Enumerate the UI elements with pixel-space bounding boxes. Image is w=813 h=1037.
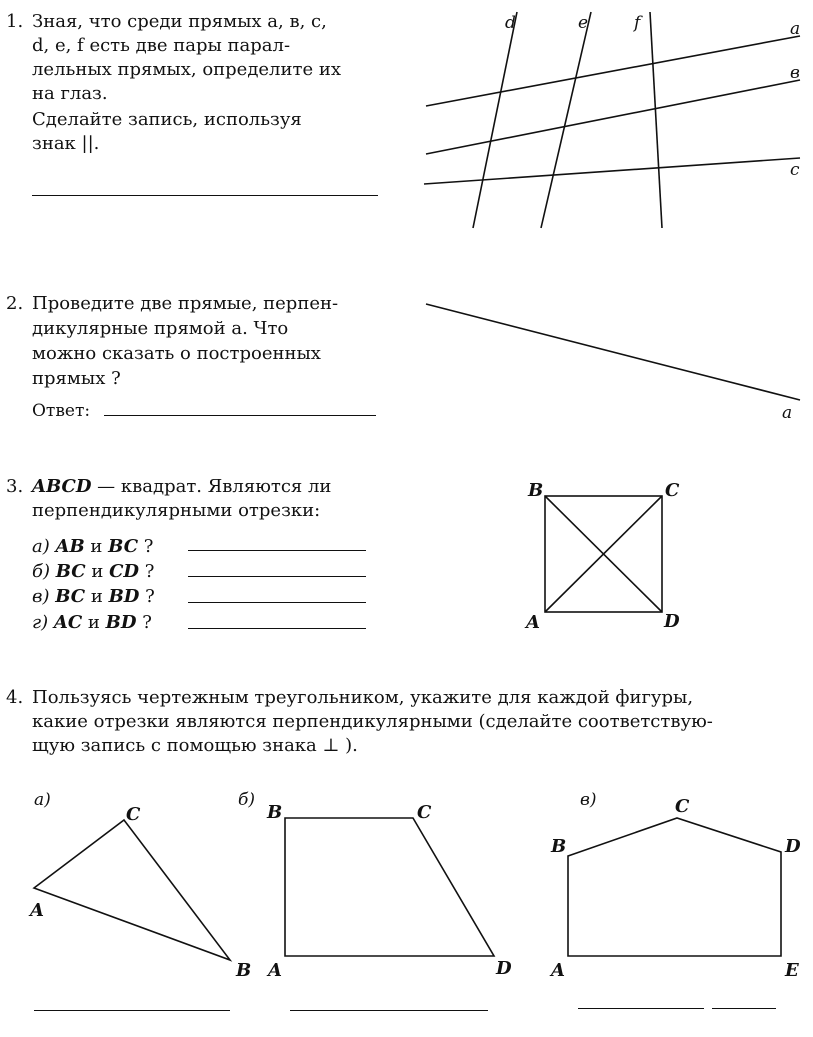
task3-title-bold: ABCD — [32, 476, 92, 497]
item-b-q: ? — [144, 561, 155, 582]
item-a-q: ? — [143, 536, 154, 557]
task4-text-line1: Пользуясь чертежным треугольником, укажите для каждой фигуры, — [32, 687, 694, 708]
fig-a-label-B: B — [236, 960, 252, 981]
task4-number: 4. — [6, 687, 24, 708]
item-c-marker: в) — [32, 586, 50, 607]
line-a — [426, 36, 800, 106]
label-e: e — [578, 13, 589, 33]
task2-label-a: a — [782, 403, 793, 423]
item-a-marker: а) — [32, 536, 50, 557]
task3-item-a — [32, 535, 153, 558]
fig-b-label-B: B — [267, 802, 283, 823]
item-a-conj: и — [90, 536, 103, 557]
fig-c-label-B: B — [551, 836, 567, 857]
task3-title — [32, 475, 331, 498]
item-d-conj: и — [87, 612, 100, 633]
task1-text-line1: Зная, что среди прямых а, в, с, — [32, 11, 327, 32]
task4-text-line2: какие отрезки являются перпендикулярными (сделайте соответствую- — [32, 711, 713, 732]
fig-c-marker: в) — [580, 790, 597, 810]
task3-number: 3. — [6, 476, 24, 497]
fig-c-pentagon — [568, 818, 781, 956]
line-d — [473, 12, 517, 228]
task2-line-a — [426, 304, 800, 400]
item-c-seg1: BC — [55, 586, 86, 607]
fig-b-marker: б) — [238, 790, 256, 810]
label-b: в — [790, 63, 800, 83]
fig-c-answer-line-2[interactable] — [712, 1008, 776, 1009]
task2-answer-line[interactable] — [104, 415, 376, 416]
item-a-seg1: AB — [55, 536, 85, 557]
task3-answer-line-b[interactable] — [188, 576, 366, 577]
task2-text-line2: дикулярные прямой а. Что — [32, 318, 289, 339]
task1-text-line4: на глаз. — [32, 83, 108, 104]
task1-lines-figure — [424, 12, 800, 228]
fig-b-label-A: A — [268, 960, 282, 981]
task2-text-line4: прямых ? — [32, 368, 121, 389]
line-f — [650, 12, 662, 228]
item-c-q: ? — [145, 586, 155, 607]
item-b-conj: и — [91, 561, 104, 582]
task4-text-line3: щую запись с помощью знака ⊥ ). — [32, 735, 358, 756]
item-a-seg2: BC — [108, 536, 139, 557]
line-c — [424, 158, 800, 184]
item-c-seg2: BD — [108, 586, 140, 607]
task3-item-b — [32, 560, 154, 583]
item-b-seg1: BC — [55, 561, 86, 582]
label-d: d — [505, 13, 516, 33]
task3-answer-line-d[interactable] — [188, 628, 366, 629]
line-b — [426, 80, 800, 154]
square-label-B: B — [528, 480, 544, 501]
fig-b-answer-line[interactable] — [290, 1010, 488, 1011]
fig-a-answer-line[interactable] — [34, 1010, 230, 1011]
item-c-conj: и — [90, 586, 103, 607]
item-d-seg2: BD — [105, 612, 137, 633]
task2-answer-label: Ответ: — [32, 401, 91, 421]
task2-text-line1: Проведите две прямые, перпен- — [32, 293, 339, 314]
label-c: c — [790, 160, 800, 180]
task3-answer-line-c[interactable] — [188, 602, 366, 603]
item-d-seg1: AC — [53, 612, 83, 633]
task3-item-d — [32, 611, 152, 634]
task3-square — [545, 496, 662, 612]
square-label-A: A — [526, 612, 540, 633]
fig-b-label-C: C — [417, 802, 432, 823]
square-label-C: C — [665, 480, 680, 501]
fig-b-trapezoid — [285, 818, 494, 956]
fig-a-label-C: C — [126, 804, 141, 825]
line-e — [541, 12, 591, 228]
fig-c-label-A: A — [551, 960, 565, 981]
task3-line2: перпендикулярными отрезки: — [32, 500, 321, 521]
task1-number: 1. — [6, 11, 24, 32]
fig-c-answer-line-1[interactable] — [578, 1008, 704, 1009]
task1-text-line3: лельных прямых, определите их — [32, 59, 341, 80]
label-f: f — [634, 13, 641, 33]
square-label-D: D — [664, 611, 680, 632]
item-d-q: ? — [142, 612, 152, 633]
item-b-marker: б) — [32, 561, 51, 582]
fig-c-label-D: D — [785, 836, 801, 857]
task3-answer-line-a[interactable] — [188, 550, 366, 551]
fig-c-label-C: C — [675, 796, 690, 817]
label-a: a — [790, 19, 801, 39]
task3-item-c — [32, 585, 155, 608]
task2-text-line3: можно сказать о построенных — [32, 343, 321, 364]
item-b-seg2: CD — [109, 561, 140, 582]
fig-b-label-D: D — [496, 958, 512, 979]
item-d-marker: г) — [32, 612, 49, 633]
fig-a-label-A: A — [30, 900, 44, 921]
task1-text-line6: знак ||. — [32, 133, 100, 154]
task2-number: 2. — [6, 293, 24, 314]
task1-text-line5: Сделайте запись, используя — [32, 109, 302, 130]
fig-a-marker: а) — [34, 790, 51, 810]
task3-title-rest: — квадрат. Являются ли — [91, 476, 332, 497]
task1-text-line2: d, e, f есть две пары парал- — [32, 35, 291, 56]
fig-a-triangle — [34, 820, 230, 960]
fig-c-label-E: E — [785, 960, 799, 981]
